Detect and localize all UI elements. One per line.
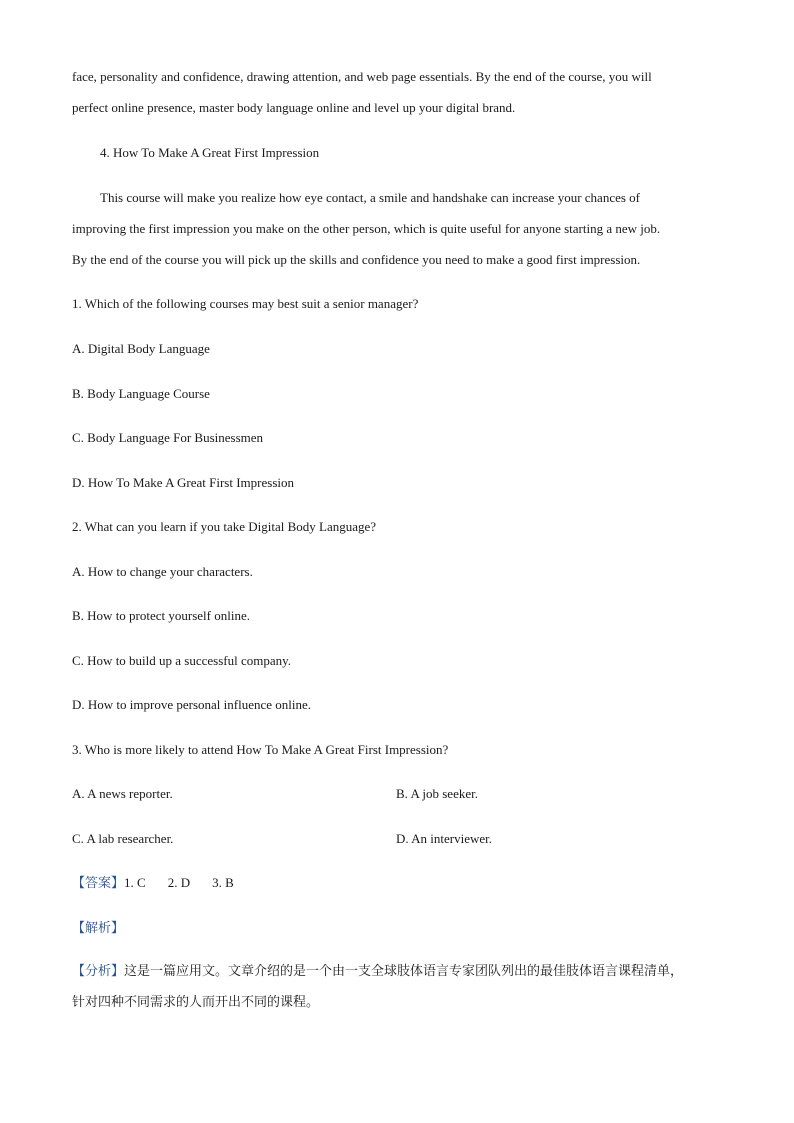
question-3-option-d: D. An interviewer. xyxy=(396,831,493,846)
answer-2: 2. D xyxy=(167,875,191,890)
analysis-tag: 【解析】 xyxy=(72,921,125,936)
passage-paragraph-1-line-2: perfect online presence, master body language online and level up your digital brand. xyxy=(72,100,516,115)
passage-paragraph-2-line-3: By the end of the course you will pick up the skills and confidence you need to make a good first impression. xyxy=(72,252,641,267)
question-3-option-a: A. A news reporter. xyxy=(72,786,173,801)
answer-tag: 【答案】 xyxy=(72,876,125,891)
answer-1: 1. C xyxy=(124,875,146,890)
question-2-option-a: A. How to change your characters. xyxy=(72,564,253,579)
analysis-line-1 xyxy=(72,964,683,980)
question-1-option-a: A. Digital Body Language xyxy=(72,341,210,356)
analysis-heading xyxy=(72,920,124,937)
answer-3: 3. B xyxy=(212,875,234,890)
question-3-option-c: C. A lab researcher. xyxy=(72,831,174,846)
question-3-stem: 3. Who is more likely to attend How To Make A Great First Impression? xyxy=(72,742,449,757)
question-2-option-d: D. How to improve personal influence online. xyxy=(72,697,311,712)
question-1-stem: 1. Which of the following courses may best suit a senior manager? xyxy=(72,296,419,311)
question-2-stem: 2. What can you learn if you take Digital Body Language? xyxy=(72,519,377,534)
answer-row xyxy=(72,875,234,892)
question-1-option-d: D. How To Make A Great First Impression xyxy=(72,475,294,490)
question-1-option-b: B. Body Language Course xyxy=(72,386,210,401)
question-3-option-b: B. A job seeker. xyxy=(396,786,478,801)
analysis-line-1-text: 这是一篇应用文。文章介绍的是一个由一支全球肢体语言专家团队列出的最佳肢体语言课程清单， xyxy=(124,964,684,979)
question-1-option-c: C. Body Language For Businessmen xyxy=(72,430,264,445)
fenxi-tag: 【分析】 xyxy=(72,964,125,979)
passage-paragraph-1-line-1: face, personality and confidence, drawing attention, and web page essentials. By the end of the course, you will xyxy=(72,69,652,84)
course-heading-4: 4. How To Make A Great First Impression xyxy=(100,145,320,160)
question-2-option-c: C. How to build up a successful company. xyxy=(72,653,292,668)
question-2-option-b: B. How to protect yourself online. xyxy=(72,608,250,623)
passage-paragraph-2-line-1: This course will make you realize how eye contact, a smile and handshake can increase your chances of xyxy=(100,190,641,205)
passage-paragraph-2-line-2: improving the first impression you make on the other person, which is quite useful for anyone starting a new job. xyxy=(72,221,661,236)
analysis-line-2: 针对四种不同需求的人而开出不同的课程。 xyxy=(72,995,320,1010)
